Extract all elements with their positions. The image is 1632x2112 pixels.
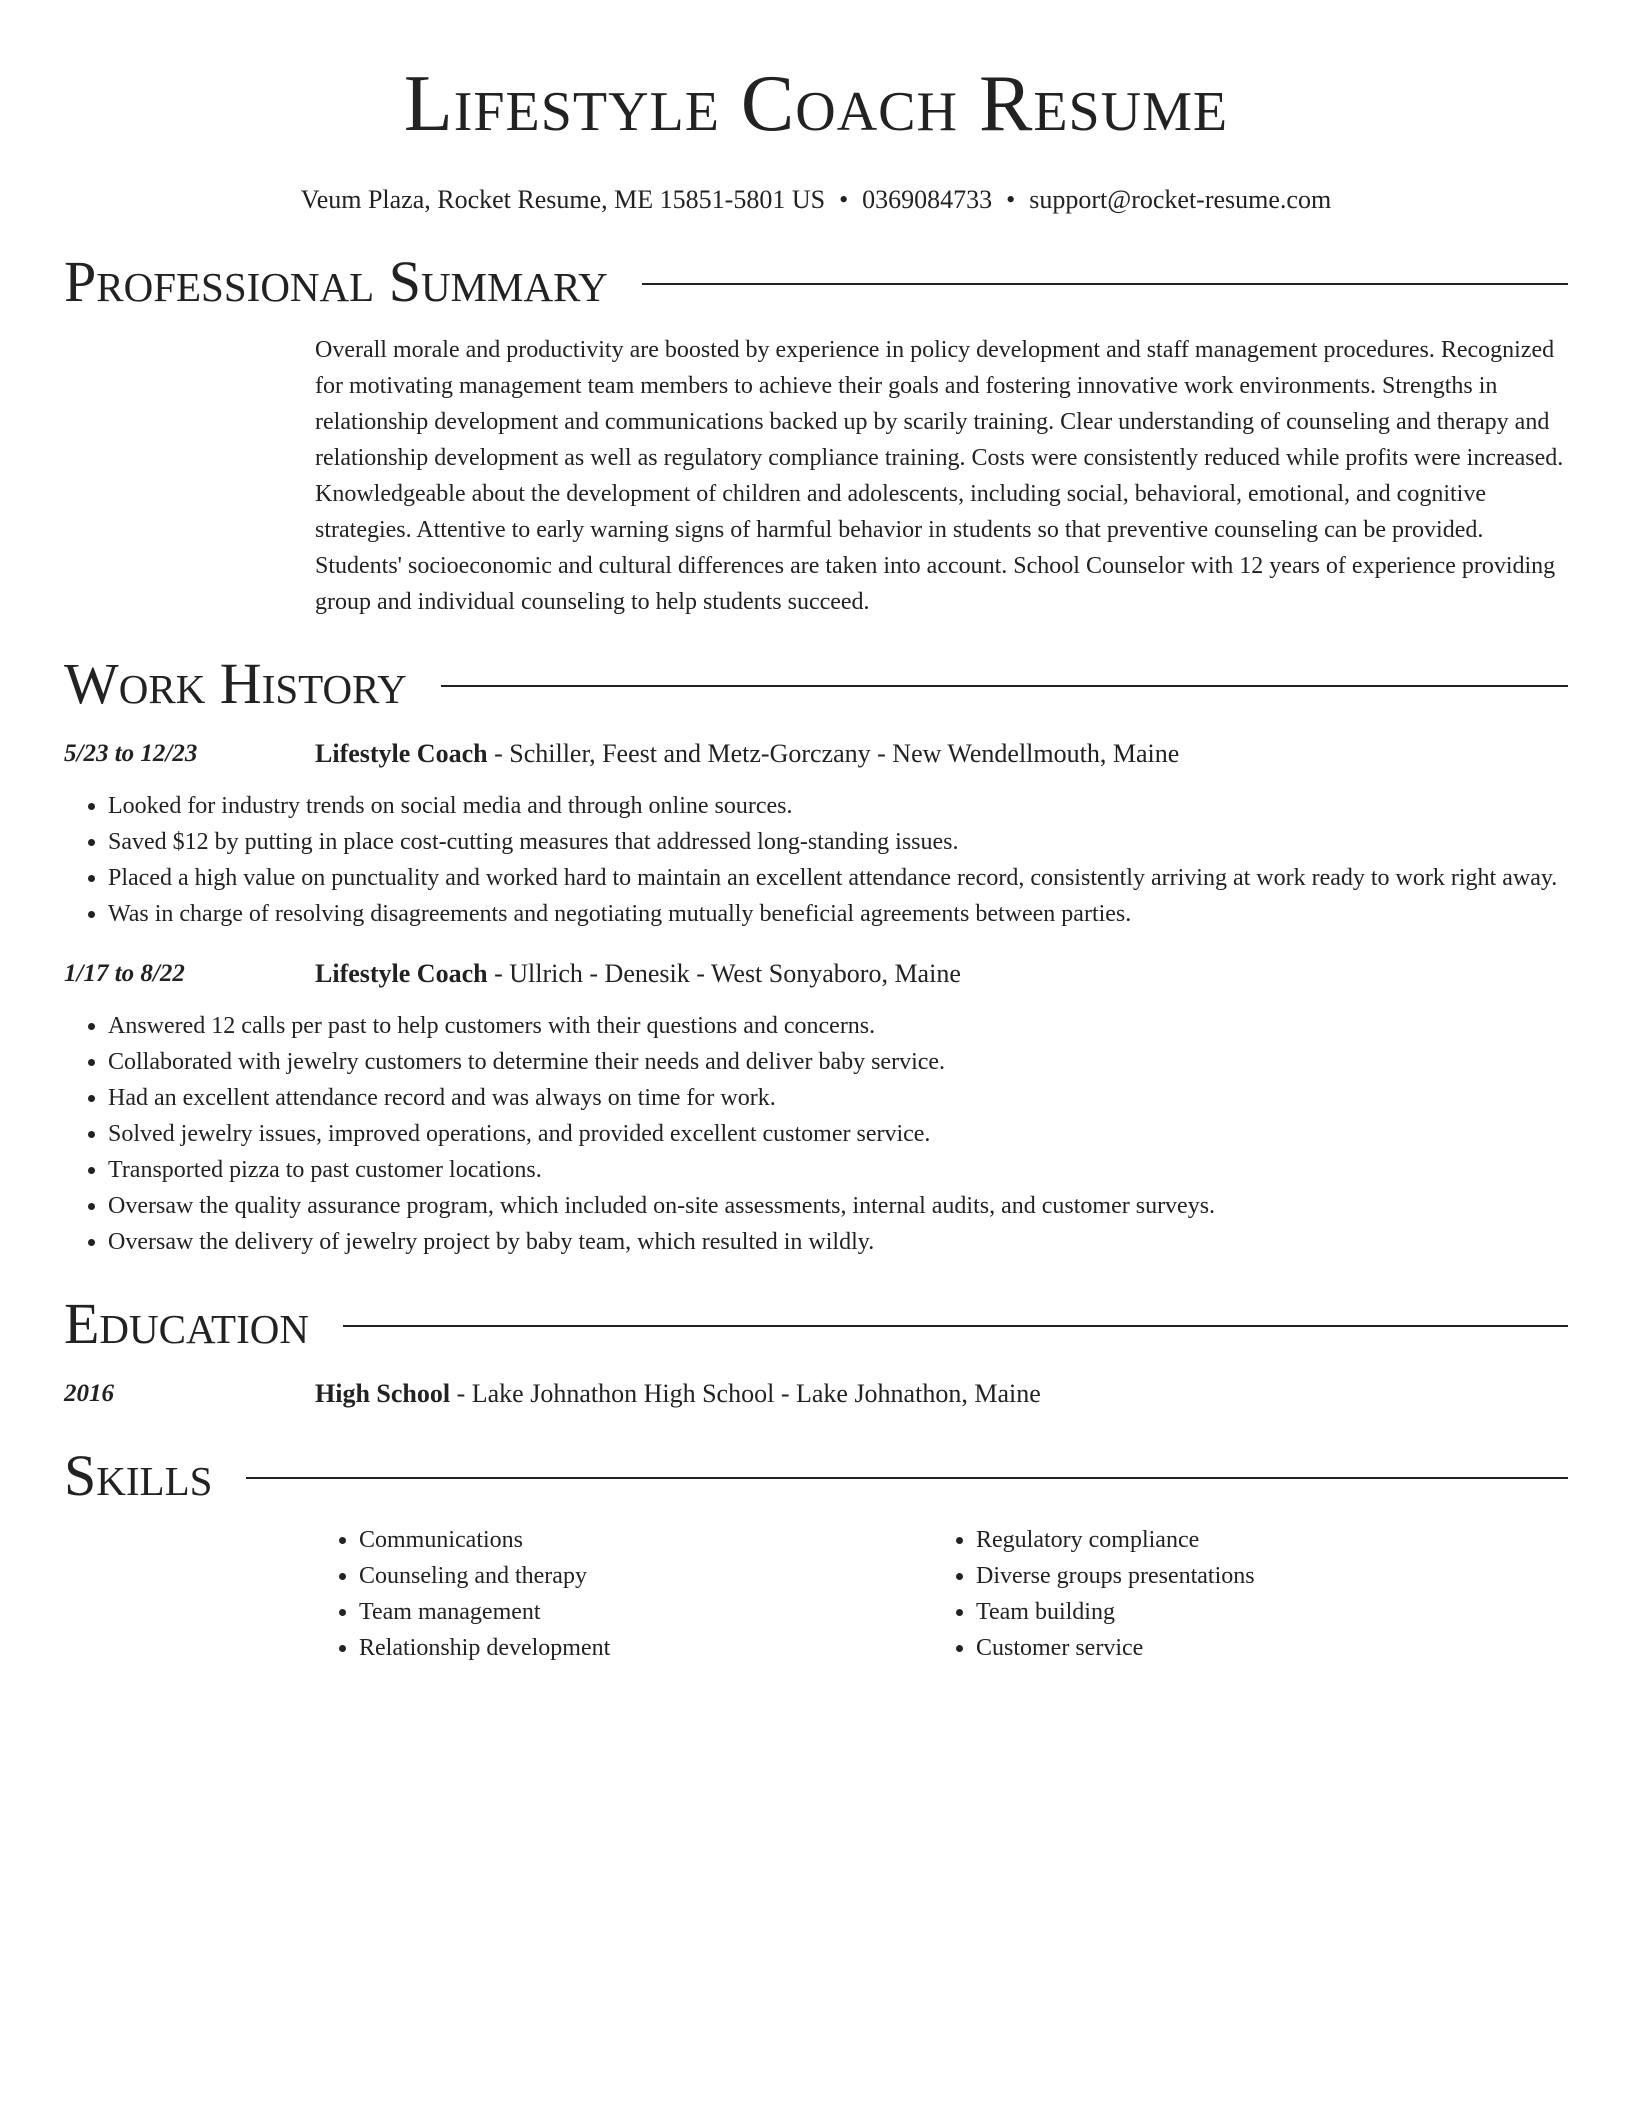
list-item: • Saved $12 by putting in place cost-cutting measures that addressed long-standing issues. (108, 824, 1568, 860)
list-item: • Looked for industry trends on social media and through online sources. (108, 788, 1568, 824)
skill-item: • Diverse groups presentations (976, 1558, 1549, 1594)
list-item: • Collaborated with jewelry customers to determine their needs and deliver baby service. (108, 1044, 1568, 1080)
summary-section-header (64, 246, 1568, 318)
skill-item: • Regulatory compliance (976, 1522, 1549, 1558)
skill-item: • Customer service (976, 1630, 1549, 1666)
list-item: • Solved jewelry issues, improved operations, and provided excellent customer service. (108, 1116, 1568, 1152)
contact-address: Veum Plaza, Rocket Resume, ME 15851-5801 US (300, 185, 826, 214)
list-item: • Transported pizza to past customer locations. (108, 1152, 1568, 1188)
skill-item: • Communications (359, 1522, 932, 1558)
resume-title: Lifestyle Coach Resume (403, 60, 1229, 148)
skills-grid (315, 1522, 1568, 1666)
list-item: • Oversaw the delivery of jewelry project by baby team, which resulted in wildly. (108, 1224, 1568, 1260)
job-details: - Ullrich - Denesik - West Sonyaboro, Maine (487, 959, 961, 988)
education-degree-line (315, 1376, 1041, 1412)
education-heading: Education (64, 1291, 309, 1356)
summary-text: Overall morale and productivity are boosted by experience in policy development and staff management procedures. Recognized for motivating management team members to achieve their goals and fostering innovative work environments. Strengths in relationship development and communications backed up by scarily training. Clear understanding of counseling and therapy and relationship development as well as regulatory compliance training. Costs were consistently reduced while profits were increased. Knowledgeable about the development of children and adolescents, including social, behavioral, emotional, and cognitive strategies. Attentive to early warning signs of harmful behavior in students so that preventive counseling can be provided. Students' socioeconomic and cultural differences are taken into account. School Counselor with 12 years of experience providing group and individual counseling to help students succeed. (315, 337, 1564, 615)
list-item: • Oversaw the quality assurance program, which included on-site assessments, internal audits, and customer surveys. (108, 1188, 1568, 1224)
contact-line (64, 182, 1568, 218)
section-divider (441, 685, 1568, 687)
list-item: • Had an excellent attendance record and was always on time for work. (108, 1080, 1568, 1116)
job-dates: 1/17 to 8/22 (64, 960, 185, 987)
skills-left-column (315, 1522, 932, 1666)
job-role (315, 736, 1179, 772)
education-entry (64, 1376, 1568, 1412)
job-header (64, 736, 1568, 772)
job-title: Lifestyle Coach (315, 739, 488, 768)
skill-item: • Team management (359, 1594, 932, 1630)
section-divider (246, 1477, 1568, 1479)
job-header (64, 956, 1568, 992)
summary-heading: Professional Summary (64, 249, 608, 314)
education-year: 2016 (64, 1380, 114, 1407)
job-bullets (64, 1008, 1568, 1260)
job-bullets (64, 788, 1568, 932)
skills-section-header (64, 1440, 1568, 1512)
list-item: • Placed a high value on punctuality and worked hard to maintain an excellent attendance record, consistently arriving at work ready to work right away. (108, 860, 1568, 896)
job-entry (64, 956, 1568, 1260)
section-divider (642, 283, 1568, 285)
contact-phone: 0369084733 (862, 185, 993, 214)
contact-email: support@rocket-resume.com (1029, 185, 1332, 214)
job-title: Lifestyle Coach (315, 959, 488, 988)
contact-separator: • (839, 185, 849, 214)
skill-item: • Team building (976, 1594, 1549, 1630)
work-section-header (64, 648, 1568, 720)
contact-separator: • (1006, 185, 1016, 214)
job-role (315, 956, 961, 992)
skill-item: • Relationship development (359, 1630, 932, 1666)
education-details: - Lake Johnathon High School - Lake Johnathon, Maine (450, 1379, 1041, 1408)
skills-right-column (932, 1522, 1549, 1666)
skill-item: • Counseling and therapy (359, 1558, 932, 1594)
job-entry (64, 736, 1568, 932)
skills-heading: Skills (64, 1443, 213, 1508)
job-details: - Schiller, Feest and Metz-Gorczany - New Wendellmouth, Maine (487, 739, 1180, 768)
work-heading: Work History (64, 651, 407, 716)
job-dates: 5/23 to 12/23 (64, 740, 198, 767)
education-degree: High School (315, 1379, 451, 1408)
section-divider (343, 1325, 1568, 1327)
education-section-header (64, 1288, 1568, 1360)
list-item: • Was in charge of resolving disagreements and negotiating mutually beneficial agreements between parties. (108, 896, 1568, 932)
list-item: • Answered 12 calls per past to help customers with their questions and concerns. (108, 1008, 1568, 1044)
